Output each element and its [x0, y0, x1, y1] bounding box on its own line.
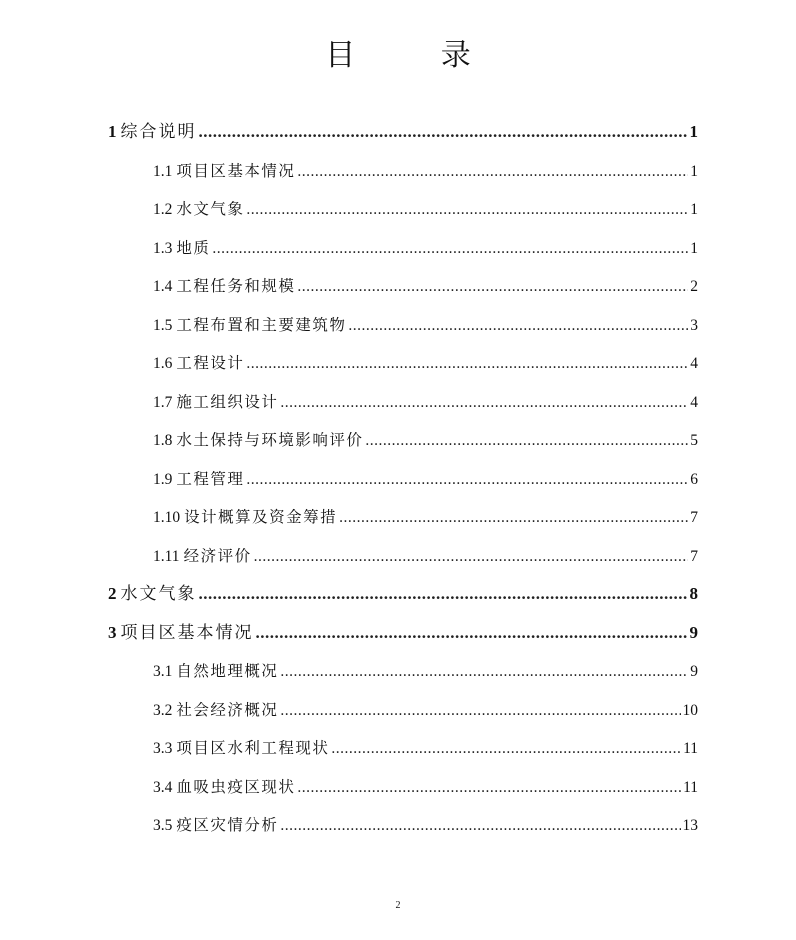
- toc-entry-page: 2: [690, 278, 698, 295]
- toc-dot-leader: [280, 807, 680, 846]
- toc-section-entry[interactable]: [108, 498, 698, 537]
- toc-entry-page: 7: [690, 547, 698, 565]
- toc-section-entry[interactable]: [108, 306, 698, 345]
- toc-entry-label: 工程布置和主要建筑物: [176, 315, 347, 334]
- toc-entry-number: 1.6: [153, 355, 173, 372]
- toc-entry-label: 工程任务和规模: [176, 277, 296, 295]
- toc-dot-leader: [339, 499, 688, 538]
- toc-entry-page: 9: [690, 663, 698, 680]
- toc-section-entry[interactable]: [108, 691, 698, 730]
- toc-entry-number: 3: [108, 622, 117, 642]
- toc-entry-number: 1.1: [153, 162, 173, 180]
- toc-section-entry[interactable]: [108, 421, 698, 460]
- toc-entry-label: 自然地理概况: [176, 662, 279, 680]
- toc-entry-page: 5: [690, 432, 698, 449]
- toc-entry-page: 7: [690, 509, 698, 526]
- toc-entry-page: 1: [690, 201, 698, 218]
- toc-entry-page: 11: [683, 740, 698, 757]
- toc-entry-label: 项目区基本情况: [176, 161, 296, 180]
- toc-entry-number: 3.1: [153, 663, 173, 680]
- toc-dot-leader: [254, 538, 689, 577]
- toc-entry-label: 施工组织设计: [176, 392, 279, 411]
- toc-dot-leader: [246, 345, 688, 384]
- page-title: 目 录: [325, 38, 509, 73]
- toc-entry-page: 3: [690, 316, 698, 334]
- toc-entry-number: 1.7: [153, 393, 173, 411]
- toc-entry-label: 设计概算及资金筹措: [184, 508, 338, 526]
- toc-entry-number: 1: [108, 122, 117, 141]
- toc-entry-number: 1.8: [153, 432, 173, 449]
- toc-entry-page: 10: [682, 701, 698, 719]
- toc-dot-leader: [365, 422, 688, 461]
- toc-dot-leader: [246, 191, 688, 230]
- toc-entry-page: 4: [690, 355, 698, 372]
- toc-entry-page: 4: [690, 393, 698, 411]
- toc-section-entry[interactable]: [108, 460, 698, 499]
- page-number: 2: [395, 900, 401, 911]
- toc-entry-label: 社会经济概况: [176, 700, 279, 719]
- toc-entry-number: 3.3: [153, 740, 173, 757]
- toc-entry-label: 水文气象: [120, 584, 197, 604]
- toc-entry-number: 1.5: [153, 316, 173, 334]
- toc-entry-number: 1.9: [153, 470, 173, 488]
- toc-dot-leader: [199, 113, 688, 152]
- toc-section-entry[interactable]: [108, 652, 698, 691]
- toc-entry-label: 项目区水利工程现状: [176, 739, 330, 757]
- toc-dot-leader: [246, 461, 688, 500]
- toc-entry-label: 项目区基本情况: [120, 622, 254, 643]
- toc-entry-page: 6: [690, 470, 698, 488]
- toc-entry-number: 1.11: [153, 547, 180, 565]
- toc-dot-leader: [256, 614, 688, 653]
- toc-section-entry[interactable]: [108, 806, 698, 845]
- toc-dot-leader: [297, 769, 681, 808]
- toc-dot-leader: [348, 307, 688, 346]
- toc-entry-page: 13: [682, 817, 698, 834]
- toc-entry-label: 血吸虫疫区现状: [176, 777, 296, 796]
- toc-entry-page: 1: [690, 239, 698, 257]
- toc-entry-page: 1: [690, 162, 698, 180]
- toc-entry-number: 3.2: [153, 701, 173, 719]
- table-of-contents: [108, 113, 698, 845]
- toc-entry-number: 1.10: [153, 509, 181, 526]
- toc-entry-number: 1.2: [153, 201, 173, 218]
- toc-dot-leader: [297, 268, 688, 307]
- toc-chapter-entry[interactable]: [108, 614, 698, 653]
- toc-dot-leader: [280, 384, 688, 423]
- toc-entry-label: 工程管理: [176, 469, 245, 488]
- toc-section-entry[interactable]: [108, 152, 698, 191]
- toc-entry-label: 地质: [176, 238, 211, 257]
- toc-entry-page: 11: [683, 778, 698, 796]
- toc-entry-label: 工程设计: [176, 354, 245, 372]
- toc-dot-leader: [297, 153, 688, 192]
- toc-section-entry[interactable]: [108, 190, 698, 229]
- toc-entry-label: 经济评价: [183, 546, 252, 565]
- toc-dot-leader: [280, 692, 680, 731]
- toc-entry-page: 1: [689, 122, 698, 141]
- toc-section-entry[interactable]: [108, 267, 698, 306]
- toc-entry-number: 2: [108, 584, 117, 603]
- toc-section-entry[interactable]: [108, 768, 698, 807]
- toc-entry-number: 3.5: [153, 817, 173, 834]
- toc-entry-page: 8: [689, 584, 698, 603]
- toc-chapter-entry[interactable]: [108, 575, 698, 614]
- toc-entry-label: 疫区灾情分析: [176, 816, 279, 834]
- toc-dot-leader: [280, 653, 688, 692]
- toc-section-entry[interactable]: [108, 229, 698, 268]
- toc-entry-label: 水土保持与环境影响评价: [176, 431, 364, 449]
- toc-section-entry[interactable]: [108, 383, 698, 422]
- toc-entry-number: 1.3: [153, 239, 173, 257]
- toc-entry-number: 1.4: [153, 278, 173, 295]
- toc-entry-label: 综合说明: [120, 122, 197, 142]
- toc-dot-leader: [212, 230, 688, 269]
- toc-entry-label: 水文气象: [176, 200, 245, 218]
- toc-entry-number: 3.4: [153, 778, 173, 796]
- toc-dot-leader: [199, 575, 688, 614]
- toc-entry-page: 9: [689, 622, 698, 642]
- toc-chapter-entry[interactable]: [108, 113, 698, 152]
- toc-section-entry[interactable]: [108, 537, 698, 576]
- toc-dot-leader: [331, 730, 681, 769]
- toc-section-entry[interactable]: [108, 729, 698, 768]
- toc-section-entry[interactable]: [108, 344, 698, 383]
